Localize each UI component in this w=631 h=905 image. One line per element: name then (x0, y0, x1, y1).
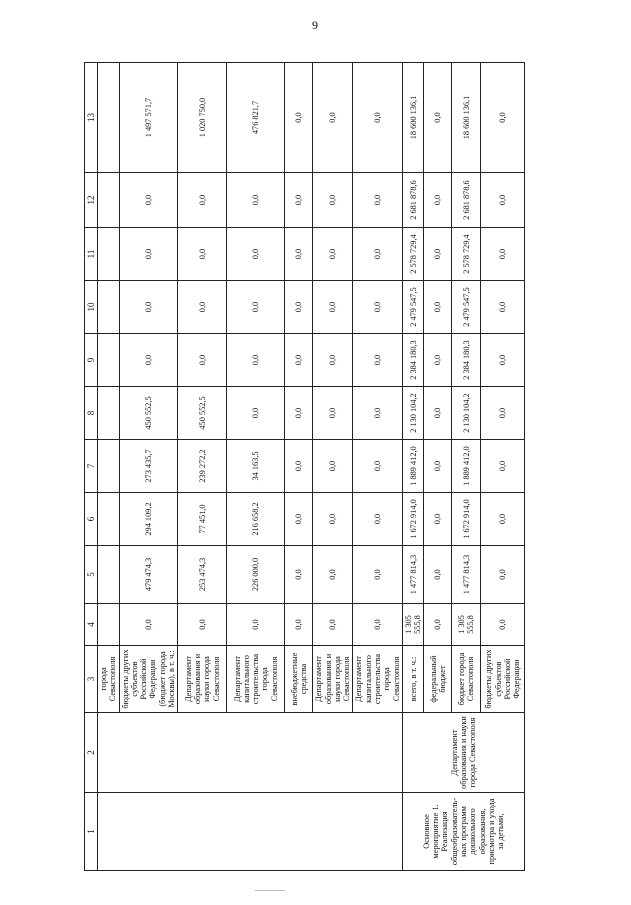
funding-source-cell: Департамент образования и науки города Севастополя (178, 646, 227, 713)
column-number-4: 4 (85, 604, 98, 646)
value-cell-col-7: 0,0 (353, 440, 402, 493)
value-cell-col-9: 0,0 (178, 334, 227, 387)
value-cell-col-5: 1 477 814,3 (402, 546, 424, 604)
column-number-5: 5 (85, 546, 98, 604)
value-cell-col-13: 18 600 136,1 (452, 63, 481, 173)
value-cell-col-8: 0,0 (285, 387, 313, 440)
value-cell-col-13: 0,0 (481, 63, 525, 173)
column-number-13: 13 (85, 63, 98, 173)
column-number-9: 9 (85, 334, 98, 387)
measure-cell-empty (98, 793, 403, 871)
column-number-10: 10 (85, 281, 98, 334)
measure-name-cell: Основное мероприятие 1. Реализация общеобразователь-ных программ дошкольного образования, присмотра и ухода за детьми, (402, 793, 525, 871)
column-number-1: 1 (85, 793, 98, 871)
funding-source-cell: Департамент образования и науки города Севастополя (313, 646, 353, 713)
column-number-2: 2 (85, 713, 98, 793)
value-cell-col-7: 0,0 (285, 440, 313, 493)
value-cell-col-9: 0,0 (353, 334, 402, 387)
column-number-row (85, 63, 98, 871)
value-cell-col-6: 0,0 (353, 493, 402, 546)
value-cell-col-8 (98, 387, 120, 440)
value-cell-col-6: 294 109,2 (119, 493, 178, 546)
executor-cell: Департамент образования и науки города Севастополя (402, 713, 525, 793)
value-cell-col-10: 0,0 (178, 281, 227, 334)
value-cell-col-5: 253 474,3 (178, 546, 227, 604)
value-cell-col-7: 0,0 (481, 440, 525, 493)
value-cell-col-8: 2 130 104,2 (402, 387, 424, 440)
column-number-3: 3 (85, 646, 98, 713)
value-cell-col-7 (98, 440, 120, 493)
value-cell-col-8: 450 552,5 (119, 387, 178, 440)
value-cell-col-8: 450 552,5 (178, 387, 227, 440)
value-cell-col-11: 0,0 (119, 228, 178, 281)
value-cell-col-5: 0,0 (285, 546, 313, 604)
value-cell-col-10: 0,0 (353, 281, 402, 334)
value-cell-col-13: 0,0 (424, 63, 452, 173)
value-cell-col-4: 0,0 (227, 604, 285, 646)
value-cell-col-6: 216 658,2 (227, 493, 285, 546)
value-cell-col-12: 0,0 (313, 173, 353, 228)
value-cell-col-5 (98, 546, 120, 604)
value-cell-col-5: 0,0 (424, 546, 452, 604)
value-cell-col-4: 0,0 (424, 604, 452, 646)
funding-source-cell: бюджеты других субъектов Российской Федерации (481, 646, 525, 713)
value-cell-col-10: 0,0 (424, 281, 452, 334)
column-number-6: 6 (85, 493, 98, 546)
value-cell-col-13: 18 600 136,1 (402, 63, 424, 173)
value-cell-col-13: 0,0 (313, 63, 353, 173)
value-cell-col-13: 0,0 (353, 63, 402, 173)
value-cell-col-4: 0,0 (285, 604, 313, 646)
budget-table (84, 62, 525, 871)
value-cell-col-12: 0,0 (424, 173, 452, 228)
value-cell-col-6: 1 672 914,0 (402, 493, 424, 546)
value-cell-col-10: 0,0 (119, 281, 178, 334)
funding-source-cell: города Севастополя (98, 646, 120, 713)
value-cell-col-9: 0,0 (227, 334, 285, 387)
value-cell-col-10: 2 479 547,5 (452, 281, 481, 334)
value-cell-col-5: 479 474,3 (119, 546, 178, 604)
value-cell-col-13: 1 020 750,0 (178, 63, 227, 173)
value-cell-col-5: 226 000,0 (227, 546, 285, 604)
value-cell-col-7: 0,0 (313, 440, 353, 493)
value-cell-col-12: 0,0 (285, 173, 313, 228)
value-cell-col-9 (98, 334, 120, 387)
value-cell-col-8: 0,0 (424, 387, 452, 440)
value-cell-col-12: 0,0 (227, 173, 285, 228)
page-number: 9 (312, 18, 318, 32)
funding-source-cell: всего, в т. ч.: (402, 646, 424, 713)
value-cell-col-7: 1 889 412,0 (402, 440, 424, 493)
value-cell-col-6: 0,0 (285, 493, 313, 546)
value-cell-col-9: 2 384 180,3 (402, 334, 424, 387)
value-cell-col-7: 239 272,2 (178, 440, 227, 493)
value-cell-col-6 (98, 493, 120, 546)
value-cell-col-9: 0,0 (313, 334, 353, 387)
value-cell-col-5: 0,0 (313, 546, 353, 604)
value-cell-col-11: 0,0 (178, 228, 227, 281)
value-cell-col-6: 0,0 (313, 493, 353, 546)
value-cell-col-4: 0,0 (178, 604, 227, 646)
value-cell-col-4: 0,0 (313, 604, 353, 646)
value-cell-col-7: 0,0 (424, 440, 452, 493)
value-cell-col-6: 1 672 914,0 (452, 493, 481, 546)
value-cell-col-12: 0,0 (178, 173, 227, 228)
executor-cell-empty (98, 713, 403, 793)
value-cell-col-11: 0,0 (313, 228, 353, 281)
value-cell-col-8: 0,0 (481, 387, 525, 440)
value-cell-col-9: 0,0 (481, 334, 525, 387)
value-cell-col-11: 2 578 729,4 (402, 228, 424, 281)
value-cell-col-8: 0,0 (313, 387, 353, 440)
funding-source-cell: бюджеты других субъектов Российской Федерации (бюджет города Москвы), в т. ч.: (119, 646, 178, 713)
value-cell-col-12: 2 681 878,6 (402, 173, 424, 228)
value-cell-col-12: 0,0 (481, 173, 525, 228)
value-cell-col-13 (98, 63, 120, 173)
table-row (402, 63, 424, 871)
value-cell-col-4 (98, 604, 120, 646)
value-cell-col-11: 0,0 (353, 228, 402, 281)
scan-mark (255, 890, 285, 891)
value-cell-col-10 (98, 281, 120, 334)
value-cell-col-12 (98, 173, 120, 228)
funding-source-cell: Департамент капитального строительства города Севастополя (353, 646, 402, 713)
value-cell-col-9: 0,0 (424, 334, 452, 387)
value-cell-col-8: 0,0 (353, 387, 402, 440)
column-number-8: 8 (85, 387, 98, 440)
value-cell-col-10: 2 479 547,5 (402, 281, 424, 334)
value-cell-col-5: 0,0 (481, 546, 525, 604)
column-number-11: 11 (85, 228, 98, 281)
funding-source-cell: Департамент капитального строительства города Севастополя (227, 646, 285, 713)
funding-source-cell: бюджет города Севастополя (452, 646, 481, 713)
rotated-table-container (84, 63, 521, 871)
value-cell-col-11: 2 578 729,4 (452, 228, 481, 281)
value-cell-col-8: 0,0 (227, 387, 285, 440)
value-cell-col-7: 273 435,7 (119, 440, 178, 493)
value-cell-col-4: 1 305 555,8 (452, 604, 481, 646)
value-cell-col-13: 476 821,7 (227, 63, 285, 173)
value-cell-col-9: 0,0 (285, 334, 313, 387)
value-cell-col-4: 1 305 555,8 (402, 604, 424, 646)
value-cell-col-11: 0,0 (424, 228, 452, 281)
value-cell-col-8: 2 130 104,2 (452, 387, 481, 440)
value-cell-col-5: 0,0 (353, 546, 402, 604)
value-cell-col-12: 0,0 (119, 173, 178, 228)
value-cell-col-5: 1 477 814,3 (452, 546, 481, 604)
value-cell-col-9: 0,0 (119, 334, 178, 387)
value-cell-col-12: 0,0 (353, 173, 402, 228)
value-cell-col-9: 2 384 180,3 (452, 334, 481, 387)
value-cell-col-13: 0,0 (285, 63, 313, 173)
value-cell-col-7: 1 889 412,0 (452, 440, 481, 493)
column-number-12: 12 (85, 173, 98, 228)
value-cell-col-11 (98, 228, 120, 281)
value-cell-col-11: 0,0 (285, 228, 313, 281)
value-cell-col-10: 0,0 (313, 281, 353, 334)
value-cell-col-13: 1 497 571,7 (119, 63, 178, 173)
value-cell-col-12: 2 681 878,6 (452, 173, 481, 228)
value-cell-col-6: 0,0 (481, 493, 525, 546)
value-cell-col-6: 0,0 (424, 493, 452, 546)
value-cell-col-10: 0,0 (285, 281, 313, 334)
value-cell-col-11: 0,0 (227, 228, 285, 281)
funding-source-cell: федеральный бюджет (424, 646, 452, 713)
value-cell-col-10: 0,0 (227, 281, 285, 334)
value-cell-col-10: 0,0 (481, 281, 525, 334)
value-cell-col-11: 0,0 (481, 228, 525, 281)
funding-source-cell: внебюджетные средства (285, 646, 313, 713)
value-cell-col-7: 34 163,5 (227, 440, 285, 493)
value-cell-col-4: 0,0 (119, 604, 178, 646)
table-row (98, 63, 120, 871)
value-cell-col-4: 0,0 (353, 604, 402, 646)
column-number-7: 7 (85, 440, 98, 493)
value-cell-col-4: 0,0 (481, 604, 525, 646)
value-cell-col-6: 77 451,0 (178, 493, 227, 546)
